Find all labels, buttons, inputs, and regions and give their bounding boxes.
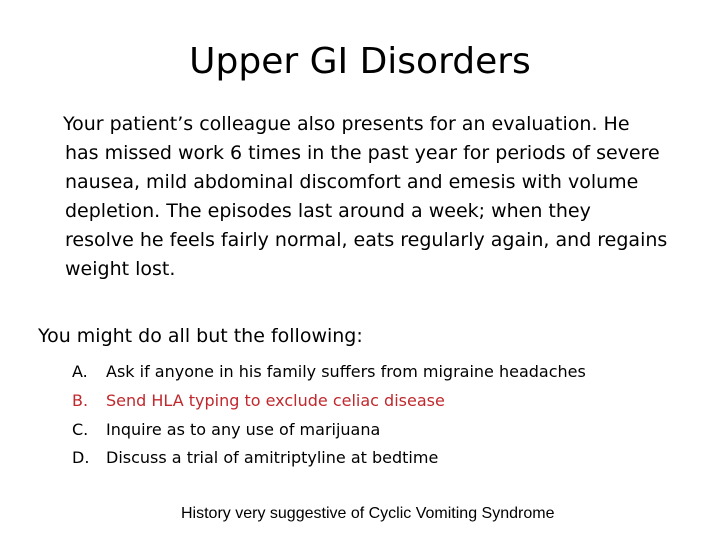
answer-options [72,358,586,473]
option-letter: C. [72,419,89,439]
case-line: Your patient’s colleague also presents for an evaluation. He [63,113,630,135]
case-line: resolve he feels fairly normal, eats regularly again, and regains [65,229,668,251]
option-letter: D. [72,448,90,468]
case-line: nausea, mild abdominal discomfort and emesis with volume [65,171,639,193]
case-line: has missed work 6 times in the past year for periods of severe [65,142,660,164]
footnote: History very suggestive of Cyclic Vomiting Syndrome [181,505,555,522]
option-d [72,444,586,473]
option-a [72,358,586,387]
option-b [72,387,586,416]
option-letter: A. [72,362,88,381]
case-line: depletion. The episodes last around a week; when they [65,200,591,222]
option-c [72,416,586,445]
case-line: weight lost. [65,258,176,280]
option-text: Inquire as to any use of marijuana [106,419,381,439]
option-text: Send HLA typing to exclude celiac disease [106,390,445,410]
slide-title: Upper GI Disorders [189,41,531,83]
case-description [65,110,715,284]
option-text: Discuss a trial of amitriptyline at bedtime [106,448,439,468]
option-letter: B. [72,390,89,410]
question-prompt: You might do all but the following: [38,325,363,347]
option-text: Ask if anyone in his family suffers from migraine headaches [106,362,586,381]
